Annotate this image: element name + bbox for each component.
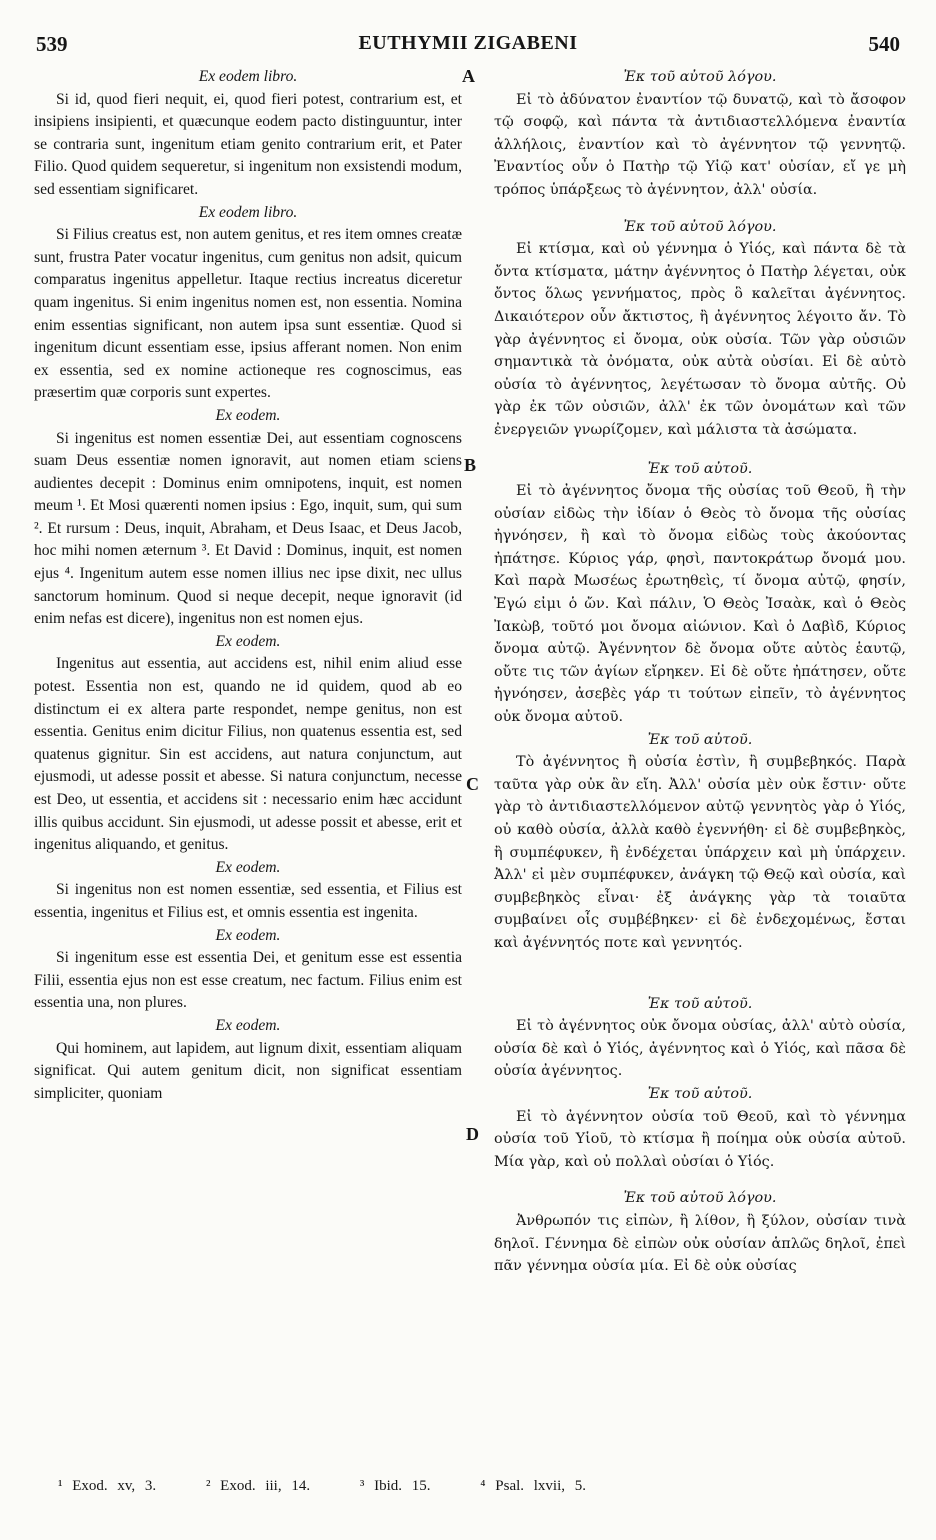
section-text: Si Filius creatus est, non autem genitus, et res item omnes creatæ sunt, frustra Pater vocatur ingenitus, cum genitus non adsit, quicum comparatus ingenitus appelletur. Itaque rectius increatus diceretur quam ingenitus. Si enim ingenitus nomen est, non essentia. Nomina enim essentias significant, non autem ipsa sunt essentiæ. Quod si ingenitum dicunt essentiam esse, ipsius afferant nomen. Non enim ex essentia, sed ex nomine actioneque res cognoscimus, eas præsertim quæ corporis sunt expertes.: [34, 226, 462, 402]
margin-marker-d: D: [466, 1124, 479, 1144]
section-heading: Ex eodem.: [215, 858, 281, 876]
margin-marker-a: A: [462, 66, 475, 86]
footnote: ⁴ Psal. lxvii, 5.: [480, 1478, 587, 1494]
greek-column: [494, 66, 906, 1278]
page-header: [0, 32, 936, 62]
section-text: Si ingenitus est nomen essentiæ Dei, aut essentiam cognoscens suam Deus essentiæ nomen ignoravit, aut nomen etiam sciens audientes decepit : Dominus enim omnipotens, inquit, est nomen meum ¹. Et Mosi quærenti nomen ipsius : Ego, inquit, sum, qui sum ². Et rursum : Deus, inquit, Abraham, et Deus Isaac, et Deus Jacob, hoc mihi nomen æternum ³. Et David : Dominus, inquit, est nomen ejus ⁴. Ingenitum autem esse nomen illius nec ipse dixit, nec ullus sanctorum hominum. Quod si neque decepit, neque ignoravit (id enim nefas est dicere), ingenitus non est nomen ejus.: [34, 429, 462, 628]
section-text: Si id, quod fieri nequit, ei, quod fieri potest, contrarium est, et insipiens insipienti, et quæcunque eodem pacto distinguuntur, inter se contraria sunt, ingenitum etiam genito contrarium erit, et Pater Filio. Quod quidem sequeretur, si ingenitum non exsistendi modum, sed essentiam significaret.: [34, 90, 462, 198]
section-text: Ingenitus aut essentia, aut accidens est, nihil enim aliud esse potest. Essentia non est, quando ne id quidem, quod ab eo distinctum ei ex altera parte respondet, nempe genitus, non est essentia. Genitus enim dicitur Filius, non quatenus essentia est, sed quatenus gignitur. Sin est accidens, aut natura conjunctum, aut ejusmodi, ut adesse possit et abesse. Si natura conjunctum, necesse est Deo, ut essentia, et accidens sit : necessario enim hæc accidunt illis quibus accidunt. Sin ejusmodi, ut adesse possit et abesse, erit et ingenitus aliquando, et genitus.: [34, 655, 462, 854]
section-heading: Ex eodem libro.: [198, 203, 298, 221]
section-heading: Ἐκ τοῦ αὐτοῦ.: [647, 460, 753, 477]
latin-section: [34, 631, 462, 857]
section-text: Τὸ ἀγέννητος ἢ οὐσία ἐστὶν, ἢ συμβεβηκός. Παρὰ ταῦτα γὰρ οὐκ ἂν εἴη. Ἀλλ' οὐσία μὲν οὐκ ἔστιν· οὔτε γὰρ τὸ ἀντιδιαστελλόμενον αὐτῷ γεννητὸς γὰρ ὁ Υἱός, οὐ καθὸ οὐσία, ἀλλὰ καθὸ ἐγεννήθη· εἰ δὲ συμβεβηκὸς, ἢ συμπέφυκεν, ἢ ἐνδέχεται ὑπάρχειν καὶ μὴ ὑπάρχειν. Ἀλλ' εἰ μὲν συμπέφυκεν, ἀνάγκη τῷ Θεῷ καὶ οὐσία, καὶ συμβεβηκὸς εἶναι· ἐξ ἀνάγκης γὰρ τὰ τοιαῦτα συμβαίνει οἷς συμβέβηκεν· εἰ δὲ ἐνδεχομένως, ἔσται καὶ ἀγέννητός ποτε καὶ γεννητός.: [494, 754, 906, 951]
latin-section: [34, 925, 462, 1015]
section-heading: Ἐκ τοῦ αὐτοῦ λόγου.: [623, 69, 777, 85]
running-title: EUTHYMII ZIGABENI: [358, 32, 578, 54]
latin-section: [34, 405, 462, 631]
footnote: ¹ Exod. xv, 3.: [58, 1478, 157, 1494]
section-heading: Ex eodem.: [215, 406, 281, 424]
section-heading: Ἐκ τοῦ αὐτοῦ.: [647, 731, 753, 748]
section-heading: Ex eodem.: [215, 926, 281, 944]
section-text: Ἀνθρωπόν τις εἰπὼν, ἢ λίθον, ἢ ξύλον, οὐσίαν τινὰ δηλοῖ. Γέννημα δὲ εἰπὼν οὐκ οὐσίαν ἁπλῶς δηλοῖ, ἐπεὶ πᾶν γέννημα οὐσία μία. Εἰ δὲ οὐκ οὐσίας: [494, 1212, 906, 1275]
greek-section: [494, 1083, 906, 1173]
footnotes: [58, 1478, 918, 1495]
section-text: Εἰ τὸ ἀγέννητος ὄνομα τῆς οὐσίας τοῦ Θεοῦ, ἢ τὴν οὐσίαν εἰδὼς τὴν ἰδίαν ὁ Θεὸς τὸ ὄνομα τῆς οὐσίας ἠγνόησεν, ἢ καὶ τὸ ὄνομα εἰδὼς τοὺς ἀκούοντας ἠπάτησε. Κύριος γάρ, φησὶ, παντοκράτωρ ὄνομά μου. Καὶ παρὰ Μωσέως ἐρωτηθεὶς, τί ὄνομα αὐτῷ, φησίν, Ἐγώ εἰμι ὁ ὤν. Καὶ πάλιν, Ὁ Θεὸς Ἰσαὰκ, καὶ ὁ Θεὸς Ἰακὼβ, τοῦτό μοι ὄνομα αἰώνιον. Καὶ ὁ Δαβὶδ, Κύριος ὄνομα αὐτῷ. Ἀγέννητον δὲ ὄνομα οὔτε αὐτὸς ἑαυτῷ, οὔτε τις τῶν ἁγίων εἴρηκεν. Εἰ δὲ οὔτε ἠπάτησεν, οὔτε ἠγνόησεν, ἀσεβὲς γάρ τι τούτων εἰπεῖν, τὸ ἀγέννητος οὐκ ὄνομα αὐτοῦ.: [494, 483, 906, 726]
section-heading: Ἐκ τοῦ αὐτοῦ.: [647, 995, 753, 1012]
footnote: ³ Ibid. 15.: [359, 1478, 431, 1494]
latin-column: [34, 66, 462, 1105]
section-heading: Ἐκ τοῦ αὐτοῦ.: [647, 1085, 753, 1102]
margin-marker-c: C: [466, 774, 479, 794]
greek-section: [494, 66, 906, 202]
greek-section: [494, 458, 906, 729]
latin-section: [34, 66, 462, 202]
greek-section: [494, 993, 906, 1083]
section-text: Qui hominem, aut lapidem, aut lignum dixit, essentiam aliquam significat. Qui autem genitum dicit, non significat essentiam simpliciter, quoniam: [34, 1039, 462, 1102]
section-text: Si ingenitum esse est essentia Dei, et genitum esse est essentia Filii, essentia ejus non est esse creatum, nec factum. Filius enim est essentia una, non plures.: [34, 949, 462, 1012]
section-text: Εἰ τὸ ἀγέννητος οὐκ ὄνομα οὐσίας, ἀλλ' αὐτὸ οὐσία, οὐσία δὲ καὶ ὁ Υἱός, ἀγέννητος καὶ ὁ Υἱός, καὶ πᾶσα δὲ οὐσία ἀγέννητος.: [494, 1018, 906, 1080]
section-heading: Ex eodem.: [215, 632, 281, 650]
section-heading: Ἐκ τοῦ αὐτοῦ λόγου.: [623, 218, 777, 235]
latin-section: [34, 857, 462, 925]
section-text: Si ingenitus non est nomen essentiæ, sed essentia, et Filius est essentia, ingenitus et Filius est, et omnis essentia est ingenita.: [34, 881, 462, 921]
page-number-left: 539: [36, 32, 68, 56]
greek-section: [494, 1187, 906, 1277]
page-number-right: 540: [868, 32, 900, 56]
section-text: Εἰ τὸ ἀγέννητον οὐσία τοῦ Θεοῦ, καὶ τὸ γέννημα οὐσία τοῦ Υἱοῦ, τὸ κτίσμα ἢ ποίημα οὐκ οὐσία αὐτοῦ. Μία γὰρ, καὶ οὐ πολλαὶ οὐσίαι ὁ Υἱός.: [494, 1108, 906, 1170]
latin-section: [34, 202, 462, 405]
greek-section: [494, 729, 906, 955]
section-heading: Ex eodem.: [215, 1016, 281, 1034]
section-heading: Ex eodem libro.: [198, 68, 298, 85]
section-text: Εἰ τὸ ἀδύνατον ἐναντίον τῷ δυνατῷ, καὶ τὸ ἄσοφον τῷ σοφῷ, καὶ πάντα τὰ ἀντιδιαστελλόμενα ἐναντία ἀλλήλοις, ἐναντίον καὶ τὸ ἀγέννητον τῷ γεννητῷ. Ἐναντίος οὖν ὁ Πατὴρ τῷ Υἱῷ κατ' οὐσίαν, εἴ γε μὴ τρόπος ὑπάρξεως τὸ ἀγέννητον, ἀλλ' οὐσία.: [494, 91, 906, 198]
margin-marker-b: B: [464, 455, 477, 475]
latin-section: [34, 1015, 462, 1105]
section-heading: Ἐκ τοῦ αὐτοῦ λόγου.: [623, 1190, 777, 1207]
section-text: Εἰ κτίσμα, καὶ οὐ γέννημα ὁ Υἱός, καὶ πάντα δὲ τὰ ὄντα κτίσματα, μάτην ἀγέννητος ὁ Πατὴρ λέγεται, οὐκ ὄντος ὅλως γεννήματος, πρὸς ὃ καλεῖται ἀγέννητος. Δικαιότερον οὖν ἄκτιστος, ἢ ἀγέννητος λέγοιτο ἄν. Τὸ γὰρ ἀγέννητος εἰ ὄνομα, οὐκ οὐσία. Τῶν γὰρ οὐσιῶν σημαντικὰ τὰ ὀνόματα, οὐκ αὐτὰ οὐσίαι. Εἰ δὲ αὐτὸ οὐσία τὸ ἀγέννητος, λεγέτωσαν τὸ ὄνομα αὐτῆς. Οὐ γὰρ ἐκ τῶν οὐσιῶν, ἀλλ' ἐκ τῶν ὀνομάτων καὶ τῶν ἐνεργειῶν γνωρίζομεν, καὶ μάλιστα τὰ ἀσώματα.: [494, 241, 906, 438]
greek-section: [494, 216, 906, 442]
footnote: ² Exod. iii, 14.: [205, 1478, 311, 1494]
